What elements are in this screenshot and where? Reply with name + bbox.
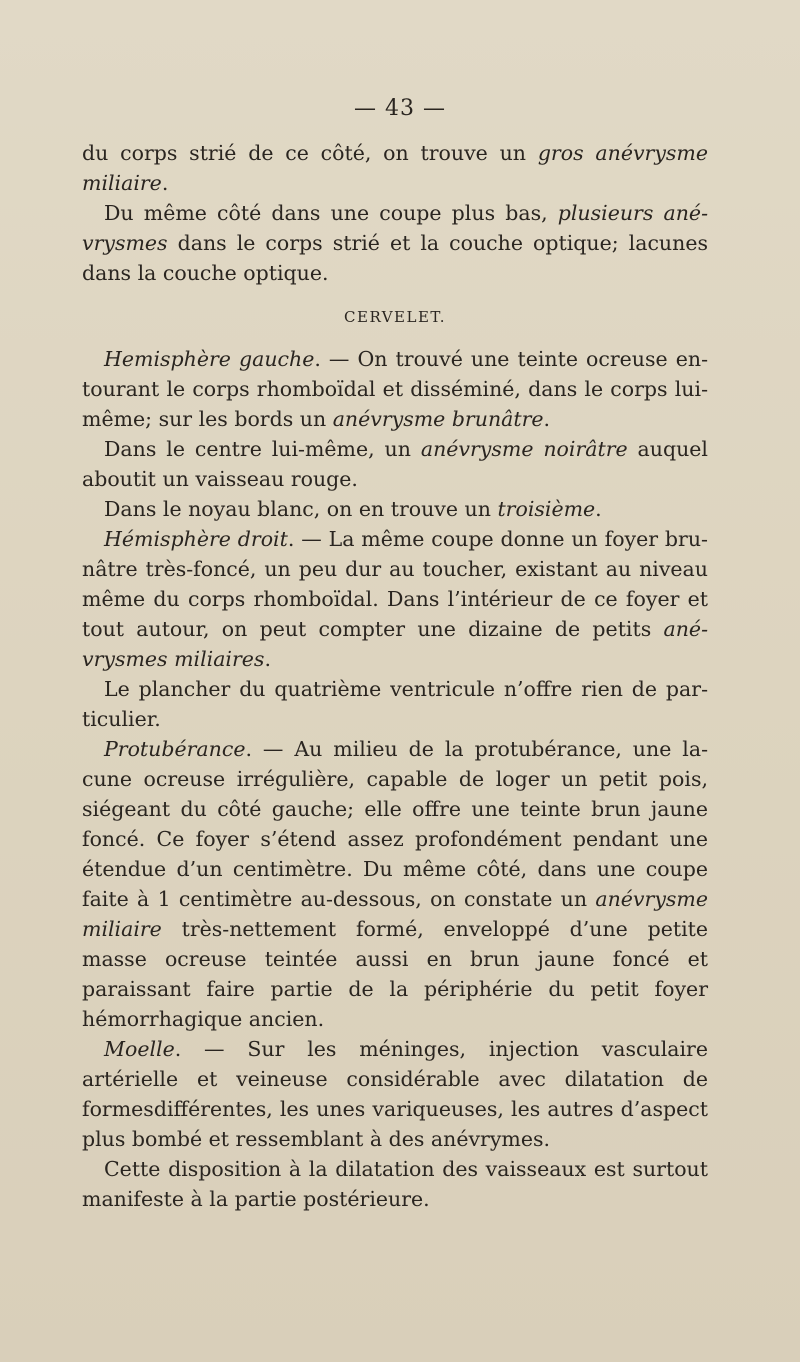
paragraph-1 (82, 138, 708, 198)
text-run: . (543, 407, 551, 431)
text-run: Du même côté dans une coupe plus bas, (104, 201, 558, 225)
italic-subheading: Protubérance (104, 737, 246, 761)
paragraph-10 (82, 1154, 708, 1214)
paragraph-6 (82, 524, 708, 674)
italic-subheading: Moelle (104, 1037, 175, 1061)
text-run: . (161, 171, 169, 195)
italic-subheading: Hémisphère droit (104, 527, 288, 551)
paragraph-2 (82, 198, 708, 288)
italic-term: plusieurs anévrysmes (82, 201, 708, 255)
italic-term: gros anévrysme miliaire (82, 141, 709, 195)
text-run: Dans le centre lui-même, un (104, 437, 421, 461)
text-run: . (264, 647, 271, 671)
text-run: du corps strié de ce côté, on trouve un (82, 141, 538, 165)
paragraph-4 (82, 434, 708, 494)
text-run: . (595, 497, 602, 521)
section-heading: CERVELET. (344, 308, 446, 326)
text-run: dans le corps strié et la couche optique; lacunes dans la couche optique. (82, 231, 708, 285)
text-run: Cette disposition à la dilatation des vaisseaux est surtout manifeste à la partie postérieure. (82, 1157, 708, 1211)
text-run: . — La même coupe donne un foyer brunâtre très-foncé, un peu dur au toucher, existant au niveau même du corps rhomboïdal. Dans l’intérieur de ce foyer et tout autour, on peut compter une dizaine de petits (82, 527, 708, 641)
paragraph-5 (82, 494, 708, 524)
paragraph-8 (82, 734, 708, 1034)
text-run: . — Sur les méninges, injection vasculaire artérielle et veineuse considérable avec dilatation de formesdifférentes, les unes variqueuses, les autres d’aspect plus bombé et ressemblant à des anévrymes. (82, 1037, 708, 1151)
text-run: Le plancher du quatrième ventricule n’offre rien de particulier. (82, 677, 708, 731)
text-run: très-nettement formé, enveloppé d’une petite masse ocreuse teintée aussi en brun jaune foncé et paraissant faire partie de la périphérie du petit foyer hémorrhagique ancien. (82, 917, 708, 1031)
italic-term: troisième (497, 497, 596, 521)
text-run: auquel aboutit un vaisseau rouge. (82, 437, 708, 491)
italic-term: anévrysme brunâtre (332, 407, 544, 431)
paragraph-9 (82, 1034, 708, 1154)
italic-term: anévrysmes miliaires (82, 617, 708, 671)
body-text (82, 138, 708, 1214)
page-number: — 43 — (354, 96, 446, 121)
paragraph-3 (82, 344, 708, 434)
italic-term: anévrysme noirâtre (420, 437, 628, 461)
paragraph-7 (82, 674, 708, 734)
italic-term: anévrysme miliaire (82, 887, 708, 941)
text-run: . — On trouvé une teinte ocreuse entourant le corps rhomboïdal et disséminé, dans le corps lui-même; sur les bords un (82, 347, 708, 431)
text-run: . — Au milieu de la protubérance, une lacune ocreuse irrégulière, capable de loger un petit pois, siégeant du côté gauche; elle offre une teinte brun jaune foncé. Ce foyer s’étend assez profondément pendant une étendue d’un centimètre. Du même côté, dans une coupe faite à 1 centimètre au-dessous, on constate un (82, 737, 708, 911)
text-run: Dans le noyau blanc, on en trouve un (104, 497, 498, 521)
italic-subheading: Hemisphère gauche (104, 347, 315, 371)
